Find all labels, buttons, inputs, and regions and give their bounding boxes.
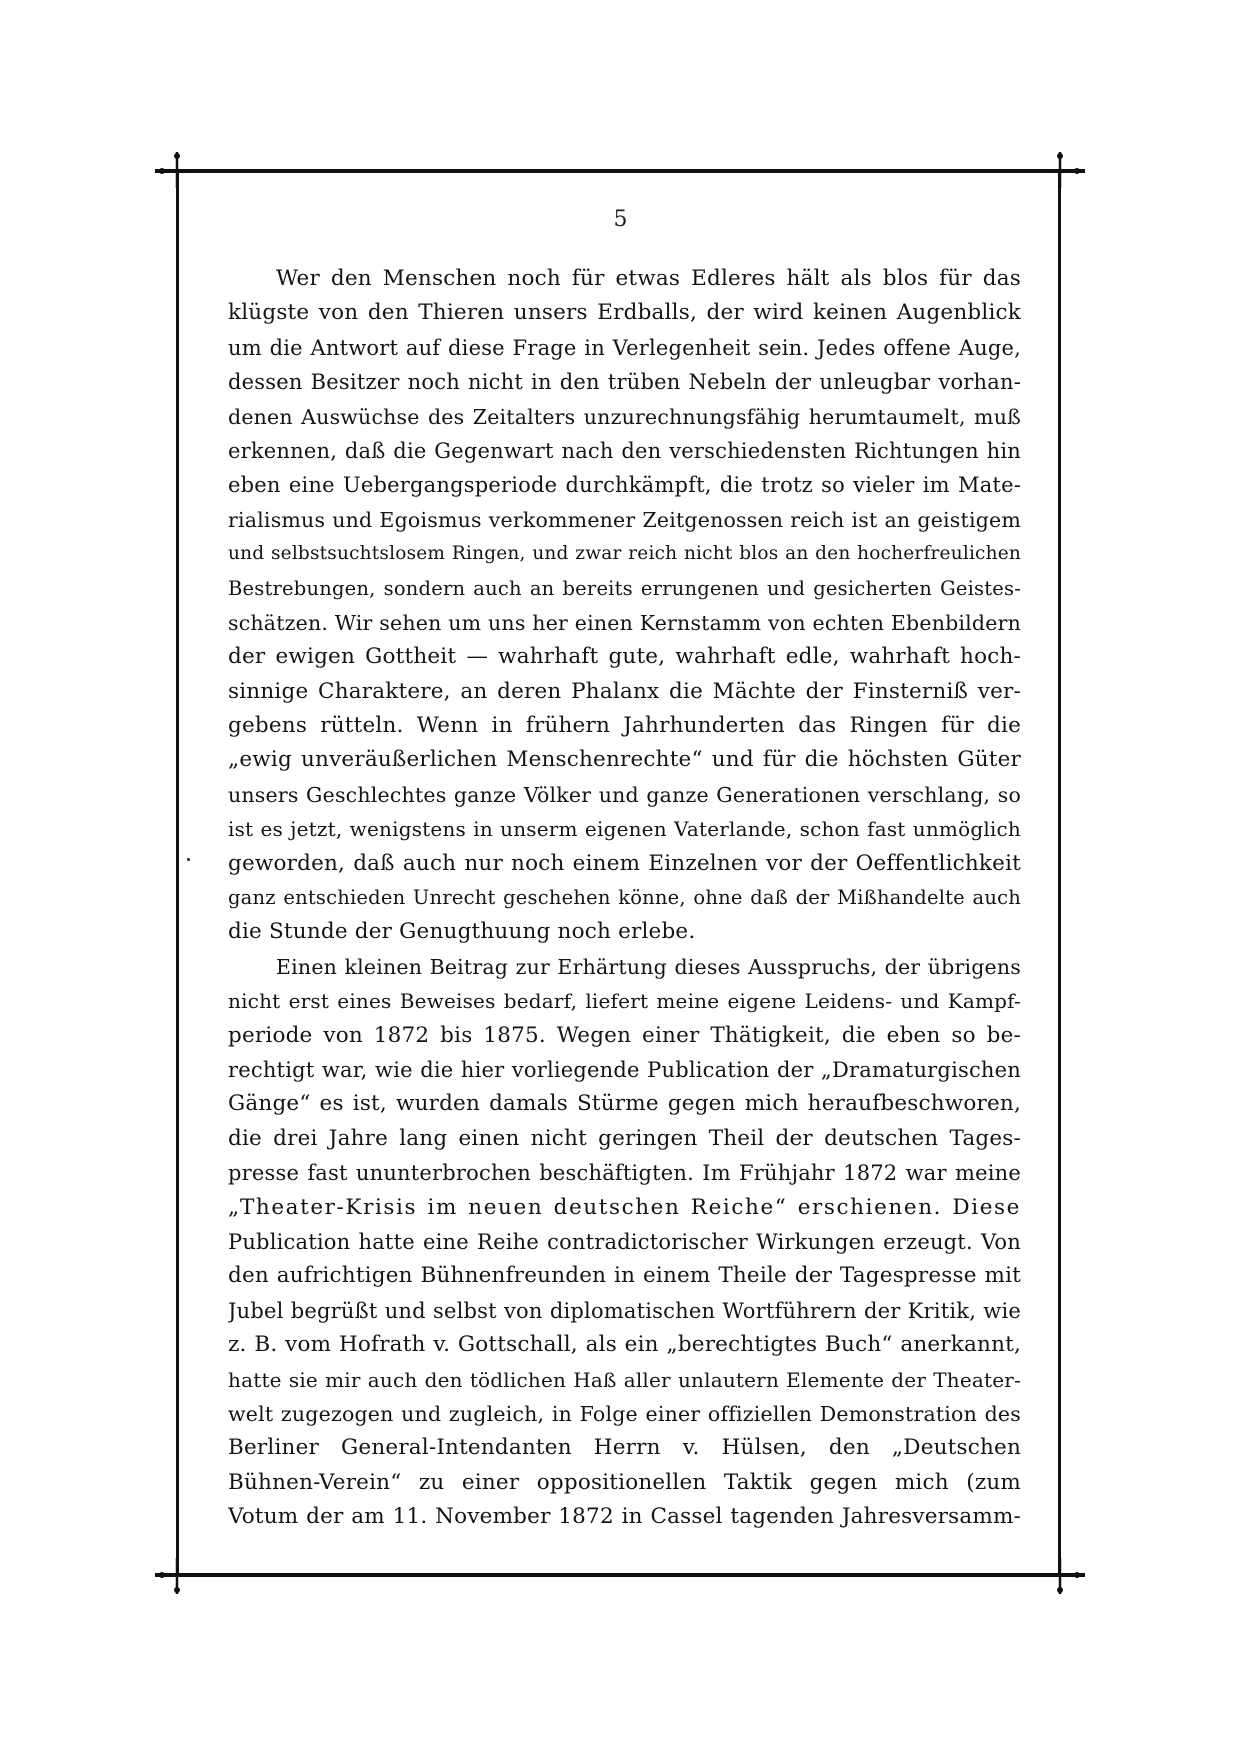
text-line: Wer den Menschen noch für etwas Edleres hält als blos für das — [276, 266, 1021, 291]
text-line: hatte sie mir auch den tödlichen Haß aller unlautern Elemente der Theater- — [228, 1367, 1021, 1392]
text-line: Gänge“ es ist, wurden damals Stürme gegen mich heraufbeschworen, — [228, 1091, 1021, 1117]
text-line: Bühnen-Verein“ zu einer oppositionellen Taktik gegen mich (zum — [228, 1469, 1021, 1495]
text-line: klügste von den Thieren unsers Erdballs, der wird keinen Augenblick — [228, 300, 1021, 326]
corner-ornament-top-left-icon — [158, 150, 198, 190]
text-line: Jubel begrüßt und selbst von diplomatischen Wortführern der Kritik, wie — [228, 1298, 1021, 1323]
body-text — [228, 262, 1021, 1534]
text-line: Bestrebungen, sondern auch an bereits errungenen und gesicherten Geistes- — [228, 576, 1021, 600]
paragraph-1 — [228, 262, 1021, 950]
text-line: rialismus und Egoismus verkommener Zeitgenossen reich ist an geistigem — [228, 507, 1021, 532]
text-line: erkennen, daß die Gegenwart nach den verschiedensten Richtungen hin — [228, 438, 1021, 463]
text-line: der ewigen Gottheit — wahrhaft gute, wahrhaft edle, wahrhaft hoch- — [228, 644, 1021, 670]
text-line: ist es jetzt, wenigstens in unserm eigenen Vaterlande, schon fast unmöglich — [228, 817, 1021, 842]
text-line: presse fast ununterbrochen beschäftigten. Im Frühjahr 1872 war meine — [228, 1161, 1021, 1186]
text-line: gebens rütteln. Wenn in frühern Jahrhunderten das Ringen für die — [228, 713, 1021, 739]
ink-speck — [187, 858, 190, 861]
text-line: um die Antwort auf diese Frage in Verlegenheit sein. Jedes offene Auge, — [228, 335, 1021, 360]
text-line: den aufrichtigen Bühnenfreunden in einem Theile der Tagespresse mit — [228, 1263, 1021, 1289]
text-line: geworden, daß auch nur noch einem Einzelnen vor der Oeffentlichkeit — [228, 850, 1021, 876]
text-line: „Theater-Krisis im neuen deutschen Reiche“ erschienen. Diese — [228, 1194, 1021, 1220]
corner-ornament-bottom-right-icon — [1041, 1556, 1081, 1596]
text-line: welt zugezogen und zugleich, in Folge einer offiziellen Demonstration des — [228, 1401, 1021, 1426]
text-line: Publication hatte eine Reihe contradictorischer Wirkungen erzeugt. Von — [228, 1229, 1021, 1254]
corner-ornament-bottom-left-icon — [158, 1556, 198, 1596]
text-line: ganz entschieden Unrecht geschehen könne, ohne daß der Mißhandelte auch — [228, 886, 1021, 910]
text-line: eben eine Uebergangsperiode durchkämpft, die trotz so vieler im Mate- — [228, 473, 1021, 498]
paragraph-2 — [228, 950, 1021, 1535]
text-line: nicht erst eines Beweises bedarf, liefert meine eigene Leidens- und Kampf- — [228, 989, 1021, 1014]
frame-left-line — [176, 169, 179, 1577]
text-line: sinnige Charaktere, an deren Phalanx die Mächte der Finsterniß ver- — [228, 678, 1021, 704]
text-line: die Stunde der Genugthuung noch erlebe. — [228, 919, 696, 945]
text-line: die drei Jahre lang einen nicht geringen Theil der deutschen Tages- — [228, 1125, 1021, 1151]
frame-top-line — [155, 169, 1085, 173]
frame-bottom-line — [155, 1573, 1085, 1577]
text-line: Einen kleinen Beitrag zur Erhärtung dieses Ausspruchs, der übrigens — [276, 954, 1021, 979]
text-line: und selbstsuchtslosem Ringen, und zwar reich nicht blos an den hocherfreulichen — [228, 543, 1021, 565]
text-line: Berliner General-Intendanten Herrn v. Hülsen, den „Deutschen — [228, 1435, 1021, 1461]
corner-ornament-top-right-icon — [1041, 150, 1081, 190]
text-line: „ewig unveräußerlichen Menschenrechte“ und für die höchsten Güter — [228, 747, 1021, 773]
text-line: periode von 1872 bis 1875. Wegen einer Thätigkeit, die eben so be- — [228, 1022, 1021, 1048]
frame-right-line — [1058, 169, 1061, 1577]
text-line: dessen Besitzer noch nicht in den trüben Nebeln der unleugbar vorhan- — [228, 370, 1021, 395]
text-line: schätzen. Wir sehen um uns her einen Kernstamm von echten Ebenbildern — [228, 610, 1021, 635]
text-line: rechtigt war, wie die hier vorliegende Publication der „Dramaturgischen — [228, 1057, 1021, 1082]
text-line: unsers Geschlechtes ganze Völker und ganze Generationen verschlang, so — [228, 782, 1021, 807]
page-number: 5 — [613, 207, 628, 232]
text-line: z. B. vom Hofrath v. Gottschall, als ein „berechtigtes Buch“ anerkannt, — [228, 1332, 1021, 1358]
text-line: denen Auswüchse des Zeitalters unzurechnungsfähig herumtaumelt, muß — [228, 404, 1021, 429]
text-line: Votum der am 11. November 1872 in Cassel tagenden Jahresversamm- — [228, 1504, 1021, 1530]
